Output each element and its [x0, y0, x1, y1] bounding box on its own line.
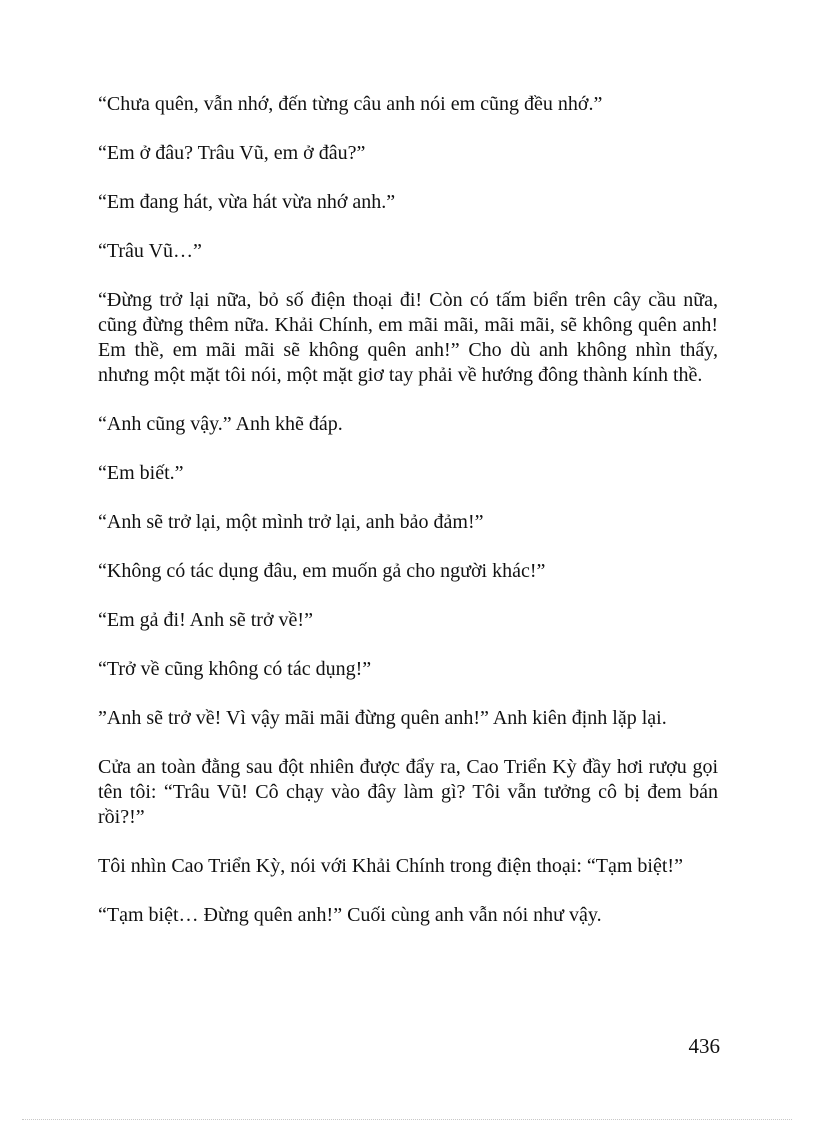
paragraph: “Không có tác dụng đâu, em muốn gả cho người khác!” [98, 560, 546, 582]
paragraph: “Em đang hát, vừa hát vừa nhớ anh.” [98, 191, 396, 213]
paragraph: “Em gả đi! Anh sẽ trở về!” [98, 609, 313, 631]
paragraph: “Anh cũng vậy.” Anh khẽ đáp. [98, 413, 343, 435]
paragraph: “Anh sẽ trở lại, một mình trở lại, anh bảo đảm!” [98, 511, 484, 533]
paragraph: Cửa an toàn đằng sau đột nhiên được đẩy ra, Cao Triển Kỳ đầy hơi rượu gọi tên tôi: “Trâu Vũ! Cô chạy vào đây làm gì? Tôi vẫn tưởng cô bị đem bán rồi?!” [98, 756, 718, 828]
body-text [98, 92, 718, 952]
paragraph: “Đừng trở lại nữa, bỏ số điện thoại đi! Còn có tấm biển trên cây cầu nữa, cũng đừng thêm nữa. Khải Chính, em mãi mãi, mãi mãi, sẽ không quên anh! Em thề, em mãi mãi sẽ không quên anh!” Cho dù anh không nhìn thấy, nhưng một mặt tôi nói, một mặt giơ tay phải về hướng đông thành kính thề. [98, 289, 718, 386]
paragraph: “Trở về cũng không có tác dụng!” [98, 658, 372, 680]
paragraph: Tôi nhìn Cao Triển Kỳ, nói với Khải Chính trong điện thoại: “Tạm biệt!” [98, 855, 683, 877]
paragraph: “Em ở đâu? Trâu Vũ, em ở đâu?” [98, 142, 366, 164]
paragraph: “Em biết.” [98, 462, 184, 484]
paragraph: ”Anh sẽ trở về! Vì vậy mãi mãi đừng quên anh!” Anh kiên định lặp lại. [98, 707, 667, 729]
page-bottom-divider [22, 1119, 792, 1120]
page-number: 436 [688, 1034, 720, 1058]
paragraph: “Trâu Vũ…” [98, 240, 202, 262]
paragraph: “Chưa quên, vẫn nhớ, đến từng câu anh nói em cũng đều nhớ.” [98, 93, 603, 115]
paragraph: “Tạm biệt… Đừng quên anh!” Cuối cùng anh vẫn nói như vậy. [98, 904, 602, 926]
